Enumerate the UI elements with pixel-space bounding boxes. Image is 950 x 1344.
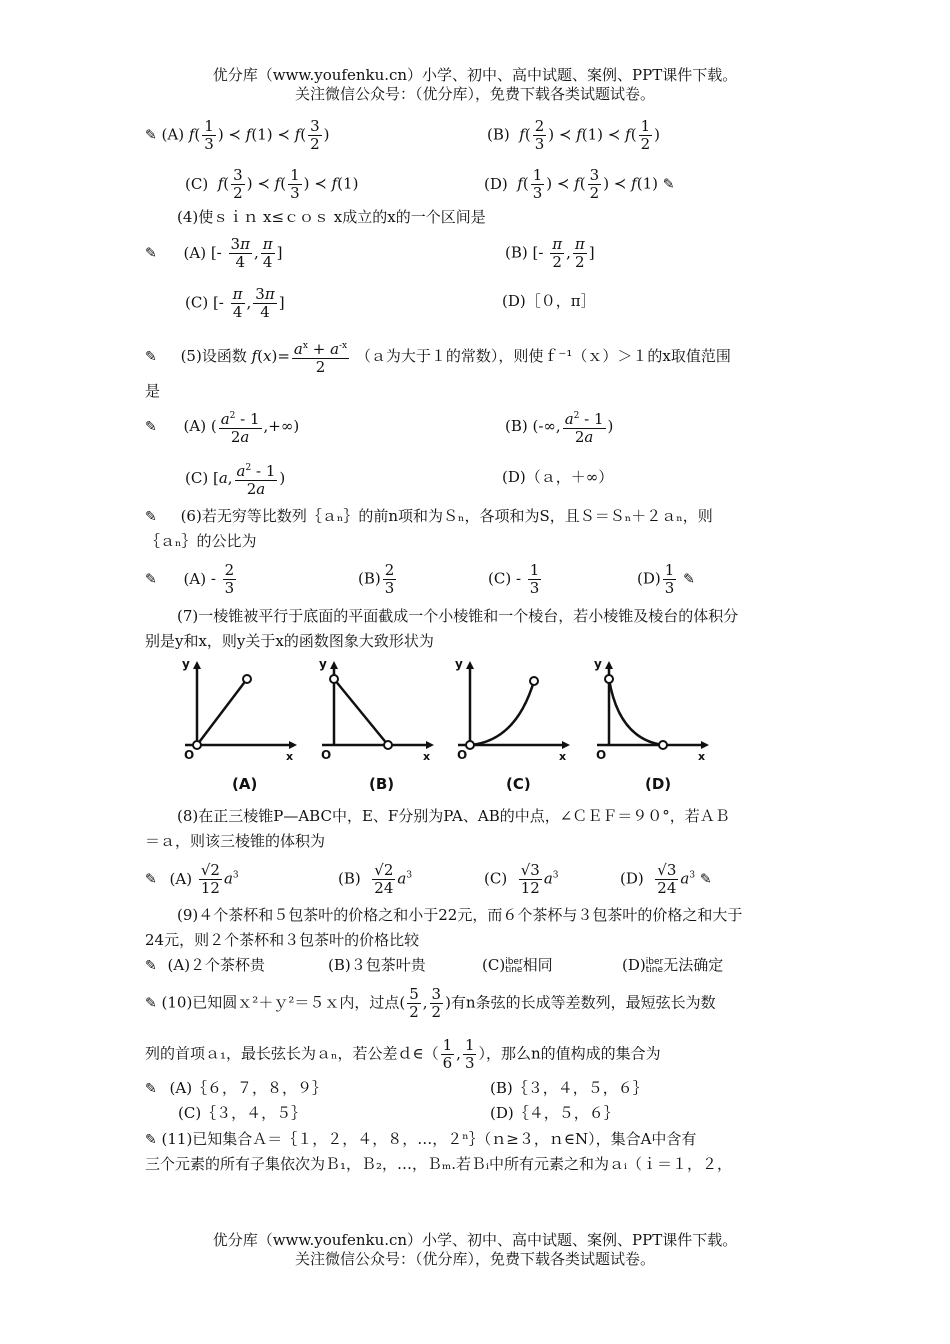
- graph-a-origin: O: [184, 748, 195, 762]
- graph-c-y-label: y: [455, 657, 463, 671]
- graph-a-x-label: x: [286, 750, 294, 763]
- bird-mark-icon: ✎: [145, 1132, 157, 1148]
- bird-mark-icon: ✎: [662, 176, 675, 193]
- q10-option-c: (C)｛３，４，５｝: [178, 1104, 307, 1122]
- graph-b-y-label: y: [319, 657, 327, 671]
- q6-option-c: (C) - $\frac{1}{3}$: [488, 561, 540, 597]
- graph-b: [312, 655, 437, 760]
- bird-mark-icon: ✎: [145, 127, 157, 144]
- q3-option-a: ✎ (A) f( $\frac{1}{3}$ ) ≺ f(1) ≺ f( $\frac{3}{2}$ ): [145, 117, 330, 153]
- q9-stem-2: 24元，则２个茶杯和３包茶叶的价格比较: [145, 931, 420, 949]
- q10-stem-1: ✎ (10)已知圆ｘ²＋ｙ²＝５ｘ内，过点( $\frac{5}{2}$ , $\frac{3}{2}$ )有n条弦的长成等差数列，最短弦长为数: [145, 985, 716, 1021]
- q9-option-b: (B)３包茶叶贵: [328, 956, 426, 974]
- bird-mark-icon: ✎: [145, 349, 157, 365]
- q4-option-a: ✎ (A) [- $\frac{3\pi}{4}$ , $\frac{\pi}{4}$ ]: [145, 235, 283, 271]
- q6-option-d: (D) $\frac{1}{3}$ ✎: [637, 561, 695, 597]
- q8-stem-2: ＝ａ，则该三棱锥的体积为: [145, 832, 326, 850]
- q5-option-d: (D)（ａ，＋∞）: [502, 468, 614, 486]
- bird-mark-icon: ✎: [145, 571, 157, 588]
- q7-stem-2: 别是y和x，则y关于x的函数图象大致形状为: [145, 632, 434, 650]
- graph-a-y-label: y: [182, 657, 190, 671]
- q9-option-c: (C) iber tine 相同: [482, 956, 553, 975]
- graph-c-label: (C): [506, 775, 531, 793]
- q5-option-c: (C) [a, $\frac{a^2 - 1}{2a}$ ): [185, 462, 286, 498]
- graph-a-label: (A): [232, 775, 258, 793]
- bird-mark-icon: ✎: [145, 871, 157, 888]
- graph-a: [175, 655, 300, 760]
- q6-stem-1: ✎ (6)若无穷等比数列｛ａₙ｝的前n项和为Ｓₙ，各项和为S，且Ｓ＝Ｓₙ＋２ａₙ，则: [145, 507, 713, 525]
- graph-d-x-label: x: [698, 750, 706, 763]
- header-line-2: 关注微信公众号：（优分库），免费下载各类试题试卷。: [294, 85, 655, 103]
- q10-option-a: ✎ (A)｛６，７，８，９｝: [145, 1079, 328, 1097]
- graph-c-x-label: x: [559, 750, 567, 763]
- q11-stem-1: ✎ (11)已知集合Ａ＝｛１，２，４，８，…，２ⁿ｝（ｎ≥３，ｎ∈N），集合A中含有: [145, 1130, 697, 1148]
- q6-option-b: (B) $\frac{2}{3}$: [358, 561, 395, 597]
- q10-stem-2: 列的首项ａ₁，最长弦长为ａₙ，若公差ｄ∈（ $\frac{1}{6}$ , $\frac{1}{3}$ ），那么n的值构成的集合为: [145, 1036, 661, 1072]
- q9-stem-1: (9)４个茶杯和５包茶叶的价格之和小于22元，而６个茶杯与３包茶叶的价格之和大于: [177, 906, 743, 924]
- q5-stem-cont: 是: [145, 382, 161, 400]
- q6-option-a: ✎ (A) - $\frac{2}{3}$: [145, 561, 235, 597]
- q5-stem: ✎ (5)设函数 f(x)= $\frac{a^x + a^{-x}}{2}$ （ａ为大于１的常数），则使ｆ⁻¹（ｘ）＞１的x取值范围: [145, 340, 731, 376]
- header-line-1: 优分库（www.youfenku.cn）小学、初中、高中试题、案例、PPT课件下载。: [212, 66, 738, 84]
- graph-b-origin: O: [321, 748, 332, 762]
- q4-option-b: (B) [- $\frac{\pi}{2}$ , $\frac{\pi}{2}$ ]: [505, 235, 595, 271]
- bird-mark-icon: ✎: [145, 958, 157, 974]
- graph-d-origin: O: [596, 748, 607, 762]
- q4-option-d: (D)［０，π］: [502, 292, 596, 310]
- graph-d: [587, 655, 712, 760]
- q10-option-b: (B)｛３，４，５，６｝: [490, 1079, 648, 1097]
- graph-b-x-label: x: [423, 750, 431, 763]
- q4-option-c: (C) [- $\frac{\pi}{4}$ , $\frac{3\pi}{4}$ ]: [185, 285, 285, 321]
- footer-line-1: 优分库（www.youfenku.cn）小学、初中、高中试题、案例、PPT课件下载。: [212, 1231, 738, 1249]
- q3-option-b: (B) f( $\frac{2}{3}$ ) ≺ f(1) ≺ f( $\frac{1}{2}$ ): [487, 117, 660, 153]
- q4-stem: (4)使ｓｉｎ x≤ｃｏｓ x成立的x的一个区间是: [177, 208, 486, 226]
- graph-b-label: (B): [369, 775, 395, 793]
- q8-option-a: ✎ (A) $\frac{√2}{12}$ $a^3$: [145, 861, 239, 897]
- bird-mark-icon: ✎: [145, 509, 157, 525]
- bird-mark-icon: ✎: [145, 419, 157, 435]
- q9-option-d: (D) iber tine 无法确定: [622, 956, 724, 975]
- graph-d-y-label: y: [594, 657, 602, 671]
- bird-mark-icon: ✎: [699, 871, 712, 888]
- q5-option-b: (B) (-∞, $\frac{a^2 - 1}{2a}$ ): [505, 410, 614, 446]
- q5-option-a: ✎ (A) ( $\frac{a^2 - 1}{2a}$ ,+∞): [145, 410, 300, 446]
- q8-option-c: (C) $\frac{√3}{12}$ $a^3$: [484, 861, 559, 897]
- graph-c: [448, 655, 573, 760]
- q9-option-a: ✎ (A)２个茶杯贵: [145, 956, 266, 974]
- graph-c-origin: O: [457, 748, 468, 762]
- q7-stem-1: (7)一棱锥被平行于底面的平面截成一个小棱锥和一个棱台，若小棱锥及棱台的体积分: [177, 607, 739, 625]
- q8-option-d: (D) $\frac{√3}{24}$ $a^3$ ✎: [620, 861, 712, 897]
- footer-line-2: 关注微信公众号：（优分库），免费下载各类试题试卷。: [294, 1250, 655, 1268]
- q11-stem-2: 三个元素的所有子集依次为Ｂ₁，Ｂ₂，…，Ｂₘ.若Ｂᵢ中所有元素之和为ａᵢ（ｉ＝１，２，: [145, 1155, 733, 1173]
- q3-option-d: (D) f( $\frac{1}{3}$ ) ≺ f( $\frac{3}{2}$ ) ≺ f(1) ✎: [484, 166, 675, 202]
- bird-mark-icon: ✎: [145, 1081, 157, 1097]
- bird-mark-icon: ✎: [145, 995, 157, 1012]
- graph-d-label: (D): [645, 775, 672, 793]
- q3-option-c: (C) f( $\frac{3}{2}$ ) ≺ f( $\frac{1}{3}$ ) ≺ f(1): [185, 166, 359, 202]
- bird-mark-icon: ✎: [683, 571, 695, 588]
- q8-stem-1: (8)在正三棱锥P—ABC中，E、F分别为PA、AB的中点，∠ＣＥＦ＝９０°，若ＡＢ: [177, 807, 730, 825]
- q10-option-d: (D)｛４，５，６｝: [490, 1104, 619, 1122]
- q6-stem-2: ｛ａₙ｝的公比为: [145, 532, 257, 550]
- q8-option-b: (B) $\frac{√2}{24}$ $a^3$: [338, 861, 413, 897]
- bird-mark-icon: ✎: [145, 245, 157, 262]
